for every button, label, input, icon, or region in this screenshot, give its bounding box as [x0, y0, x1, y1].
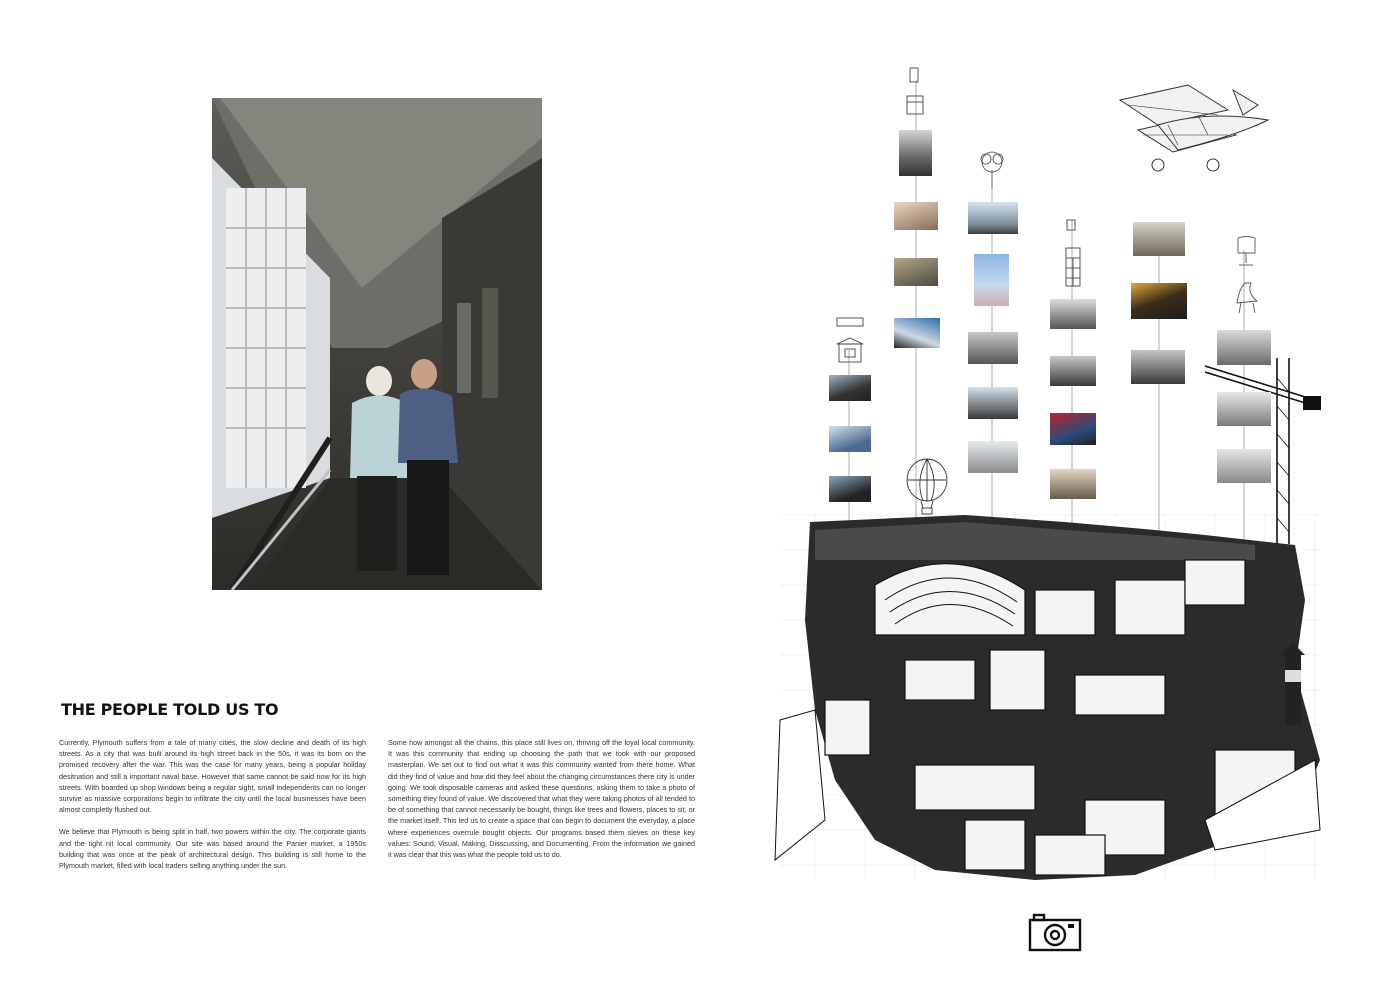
text-column-left [59, 737, 366, 882]
collage-photo [968, 332, 1018, 364]
collage-photo [1050, 356, 1096, 386]
collage-photo [829, 375, 871, 401]
collage-photo [1050, 469, 1096, 499]
collage-photo [894, 202, 938, 230]
telephone-box-icon [1063, 218, 1083, 288]
oven-icon [905, 66, 925, 116]
market-stall-icon [835, 316, 865, 364]
collage-photo [1131, 350, 1185, 384]
camera-icon [1028, 912, 1082, 952]
collage-photo [968, 202, 1018, 234]
collage-photo [1217, 330, 1271, 365]
paragraph: Some how amongst all the chains, this place still lives on, thriving off the loyal local community. It was this community that ending up choosing the path that we took with our proposed masterplan. We set out to find out what it was this community wanted from there home. What did they find of value and how did they feel about the changing circumstances there city is under going. We took disposable cameras and asked these questions, asking them to take a photo of something they found of value. We discovered that what they were taking photos of all tended to be of something that cannot necessarily be bought, things like trees and flowers, places to sit, or the market itself. This led us to create a space that can begin to document the everyday, a place where experiences overrule bought objects. Our programs based them sleves on these key values: Sound, Visual, Making, Disscussing, and Documenting. From the information we gained it was clear that this was what the people told us to do. [388, 738, 695, 860]
collage-photo [1050, 299, 1096, 329]
city-collage [735, 60, 1335, 960]
collage-photo [1050, 413, 1096, 445]
couple-balcony-photo [212, 98, 542, 590]
collage-photo [1131, 283, 1187, 319]
collage-photo [894, 318, 940, 348]
hot-air-balloon-icon [905, 458, 950, 516]
collage-photo [968, 441, 1018, 473]
text-column-right [388, 737, 695, 871]
paragraph: We believe that Plymouth is being split in half, two powers within the city. The corporate giants and the tight nit local community. Our site was based around the Panier market, a 1950s building that was once at the peak of architectural design. This building is still home to the Plymouth market, filled with local traders selling anything under the sun. [59, 827, 366, 871]
collage-photo [974, 254, 1009, 306]
collage-photo [1217, 449, 1271, 483]
chair-icon [1233, 235, 1261, 315]
collage-photo [894, 258, 938, 286]
tree-icon [975, 148, 1009, 190]
collage-photo [829, 476, 871, 502]
article-heading: THE PEOPLE TOLD US TO [61, 700, 279, 719]
collage-photo [829, 426, 871, 452]
biplane-icon [1118, 80, 1273, 180]
collage-photo [1133, 222, 1185, 256]
collage-photo [968, 387, 1018, 419]
collage-photo [1217, 392, 1271, 426]
paragraph: Currently, Plymouth suffers from a tale of many cities, the slow decline and death of its high streets. As a city that was built around its high street back in the 50s, it was its born on the promised recovery after the war. This was the case for many years, being a popular holiday desitnation and still a important naval base. However that same cannot be said now for its high streets. With boarded up shop windows being a regular sight, small independents can no longer survive as massive corporations begin to infiltrate the city until the local businesses have been almost completly flushed out. [59, 738, 366, 815]
collage-photo [899, 130, 932, 176]
